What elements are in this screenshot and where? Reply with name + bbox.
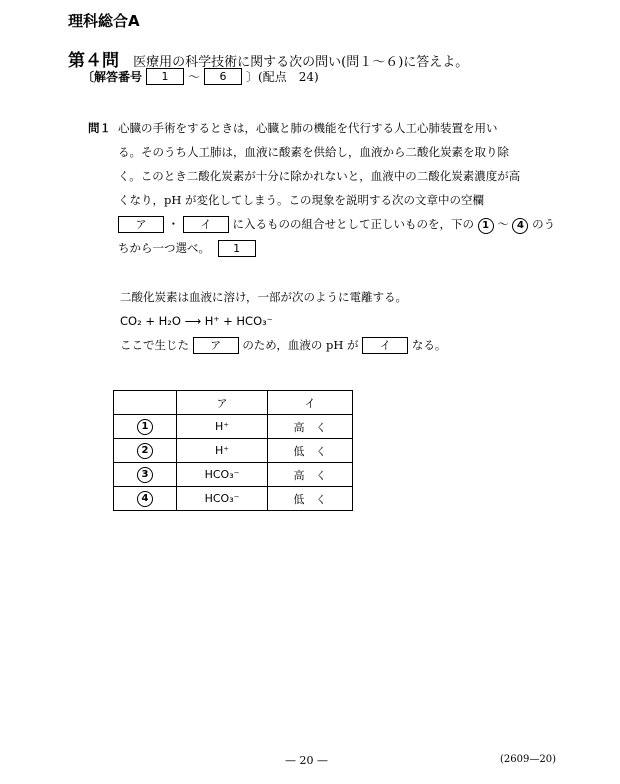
q1-line-1: 心臓の手術をするときは，心臓と肺の機能を代行する人工心肺装置を用い bbox=[118, 121, 498, 135]
answer-prefix: 〔解答番号 bbox=[82, 70, 143, 84]
table-cell-a: HCO₃⁻ bbox=[177, 463, 268, 487]
table-header-a: ア bbox=[177, 391, 268, 415]
q1-line-6-text: ちから一つ選べ。 bbox=[118, 241, 210, 255]
subject-title: 理科総合A bbox=[68, 12, 140, 30]
q1-line-5-text: に入るものの組合せとして正しいものを，下の bbox=[232, 217, 474, 231]
table-cell-a: HCO₃⁻ bbox=[177, 487, 268, 511]
answer-box-1: 1 bbox=[218, 240, 256, 257]
passage-blank-i: イ bbox=[362, 337, 408, 354]
choice-first-circle: 1 bbox=[478, 218, 494, 234]
page-number: — 20 — bbox=[285, 754, 328, 767]
table-header-row bbox=[114, 391, 353, 415]
q1-line-5-end: のう bbox=[532, 217, 556, 231]
choice-tilde: ～ bbox=[497, 217, 509, 231]
answer-number-range bbox=[82, 68, 319, 85]
table-header-blank bbox=[114, 391, 177, 415]
q1-line-3: く。このとき二酸化炭素が十分に除かれないと，血液中の二酸化炭素濃度が高 bbox=[118, 169, 521, 183]
passage-text-c: なる。 bbox=[411, 338, 447, 352]
page-code: (2609—20) bbox=[500, 754, 556, 765]
passage-line-1: 二酸化炭素は血液に溶け，一部が次のように電離する。 bbox=[120, 290, 408, 304]
blank-i-box: イ bbox=[183, 216, 229, 233]
q1-line-2: る。そのうち人工肺は，血液に酸素を供給し，血液から二酸化炭素を取り除 bbox=[118, 145, 509, 159]
table-cell-a: H⁺ bbox=[177, 415, 268, 439]
answer-start-box: 1 bbox=[146, 68, 184, 85]
choice-number: 4 bbox=[137, 491, 153, 507]
q1-line-4: くなり，pH が変化してしまう。この現象を説明する次の文章中の空欄 bbox=[118, 193, 485, 207]
question-title: 医療用の科学技術に関する次の問い(問１～６)に答えよ。 bbox=[133, 55, 469, 70]
blank-a-box: ア bbox=[118, 216, 164, 233]
table-row bbox=[114, 463, 353, 487]
table-cell-i: 低 く bbox=[268, 487, 353, 511]
table-header-i: イ bbox=[268, 391, 353, 415]
choice-number: 1 bbox=[137, 419, 153, 435]
table-cell-a: H⁺ bbox=[177, 439, 268, 463]
answer-end-box: 6 bbox=[204, 68, 242, 85]
table-row bbox=[114, 487, 353, 511]
table-row bbox=[114, 415, 353, 439]
q1-line-6 bbox=[88, 236, 558, 260]
q1-line-5 bbox=[88, 212, 558, 236]
passage bbox=[120, 285, 446, 357]
choice-number: 3 bbox=[137, 467, 153, 483]
answer-suffix: 〕(配点 24) bbox=[246, 70, 319, 84]
passage-line-3 bbox=[120, 333, 446, 357]
blank-separator: ・ bbox=[167, 217, 180, 231]
answer-table bbox=[113, 390, 353, 511]
passage-blank-a: ア bbox=[193, 337, 239, 354]
passage-text-a: ここで生じた bbox=[120, 338, 189, 352]
table-row bbox=[114, 439, 353, 463]
choice-last-circle: 4 bbox=[512, 218, 528, 234]
question-1 bbox=[88, 116, 558, 260]
passage-text-b: のため，血液の pH が bbox=[242, 338, 359, 352]
table-cell-i: 高 く bbox=[268, 463, 353, 487]
answer-tilde: ～ bbox=[188, 70, 201, 84]
question-number: 第４問 bbox=[68, 51, 119, 71]
passage-equation: CO₂ + H₂O ⟶ H⁺ + HCO₃⁻ bbox=[120, 314, 273, 328]
table-cell-i: 低 く bbox=[268, 439, 353, 463]
choice-number: 2 bbox=[137, 443, 153, 459]
table-cell-i: 高 く bbox=[268, 415, 353, 439]
question-1-label: 問１ bbox=[88, 121, 111, 135]
